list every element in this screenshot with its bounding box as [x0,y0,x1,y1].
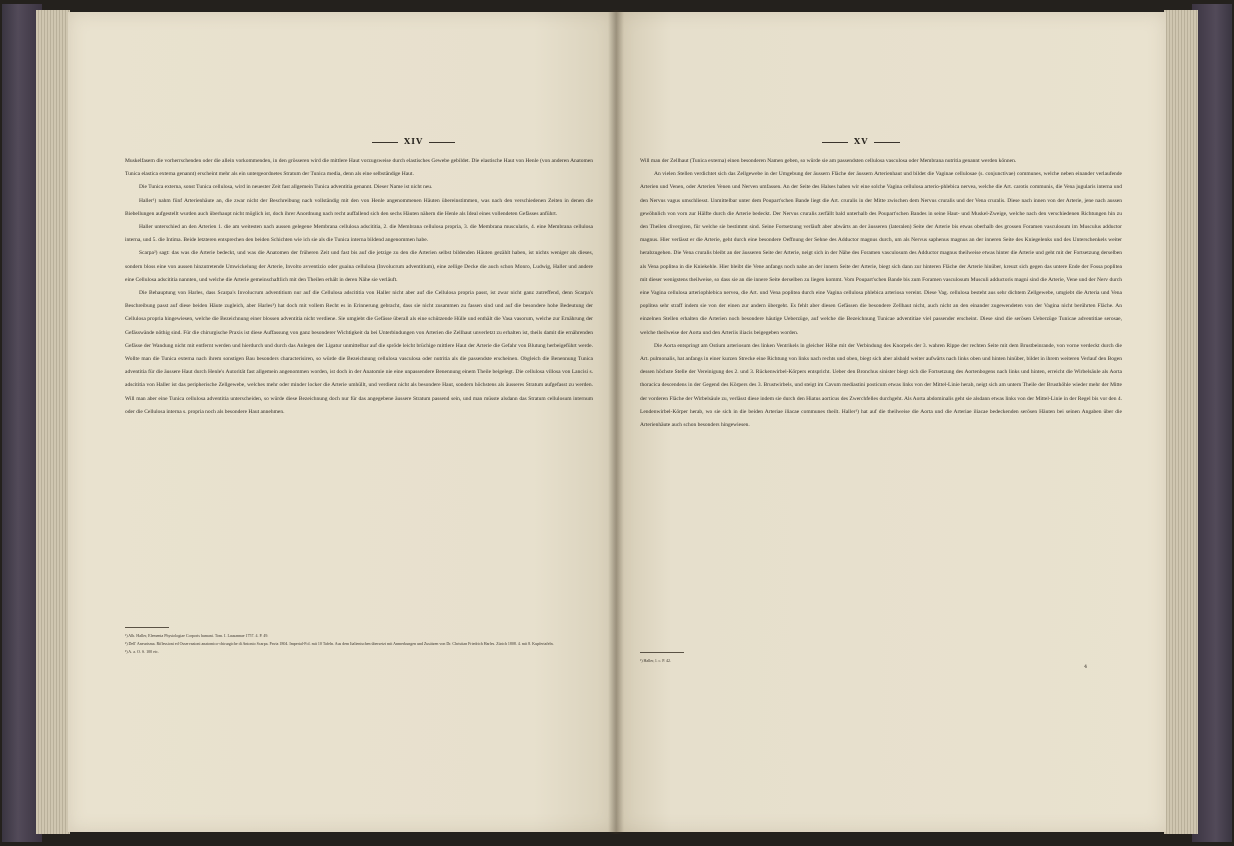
paragraph: Die Aorta entspringt am Ostium arteriosum des linken Ventrikels in gleicher Höhe mit der Verbindung des Knorpels der 3. wahren Rippe der rechten Seite mit dem Brustbeinrande, von vorne verdeckt durch die Art. pulmonalis, hat anfangs in einer kurzen Strecke eine Richtung von links nach rechts und oben, biegt sich aber alsbald weiter aufwärts nach links oben und hinten hinüber, bildet in ihrem weiteren Verlauf den Bogen dessen höchste Stelle der Vereinigung des 2. und 3. Rückenwirbel-Körpers entspricht. Ueber den Bronchus sinister biegt sich die Fortsetzung des Aortenbogens nach links und hinten, erreicht die Wirbelsäule als Aorta thoracica descendens in der Gegend des Körpers des 3. Brustwirbels, und steigt im Cavum mediastini posticum etwas links von der Mittel-Linie herab, neigt sich am untern Theile der Brusthöhle wieder mehr der Mitte der vorderen Fläche der Wirbelsäule zu, verlässt diese indem sie durch den Hiatus aorticus des Zwerchfelles durchgeht. Als Aorta abdominalis geht sie alsdann etwas links von der Mittel-Linie in der Regel bis vor den 4. Lendenwirbel-Körper herab, wo sie sich in die beiden Arteriae iliacae communes theilt. Haller¹) hat auf die theilweise die Aorta und die Arteriae iliacae bedeckenden serösen Häuten bei seinen Angaben über die Arterienhäute auch schon besonders hingewiesen. [640,342,1122,429]
footnote-rule [640,652,684,653]
printer-signature: 4 [1084,664,1088,670]
right-page [616,12,1166,832]
paragraph: Die Tunica externa, sonst Tunica cellulosa, wird in neuester Zeit fast allgemein Tunica adventitia genannt. Dieser Name ist nicht neu. [139,184,433,191]
paragraph: Haller¹) nahm fünf Arterienhäute an, die zwar nicht der Beschreibung nach vollständig mit den von Henle angenommenen Häuten übereinstimmen, was nach den verschiedenen Zeiten in denen die Biebellungen aufgestellt wurden auch überhaupt nicht möglich ist, doch ihrer Anordnung nach recht auffallend sich den sechs Häuten nähern die Henle als Ideal eines vollendeten Gefässes anführt. [125,197,593,217]
left-footnotes [125,632,593,656]
right-page-body [640,155,1122,432]
left-page-edges [36,10,70,834]
footnote: ¹) Alb. Haller, Elementa Physiologiae Corporis humani. Tom. I. Lausannae 1757. 4. P. 49. [125,633,269,638]
footnote: ³) A. a. O. S. 100 etc. [125,649,159,654]
paragraph: Die Behauptung von Harles, dass Scarpa's Involucrum adventitium nur auf die Cellulosa adscititia von Haller nicht aber auf die Cellulosa propria passt, ist zwar nicht ganz zutreffend, denn Scarpa's Beschreibung passt auf diese beiden Häute zugleich, aber Harles³) hat doch mit vollem Recht es in Erinnerung gebracht, dass sie nicht zusammen zu fassen sind und auf die besondere hohe Bedeutung der Cellulosa propria hingewiesen, welche die Bezeichnung einer blossen adventitia nicht verdiene. Sie umgiebt die Gefässe überall als eine schützende Hülle und enthält die Vasa vasorum, welche zur Ernährung der Gefässwände nöthig sind. Für die chirurgische Praxis ist diese Auffassung von ganz besonderer Wichtigkeit da bei Unterbindungen von Arterien die Zellhaut unverletzt zu erhalten ist, theils damit die ernährenden Gefässe der Wandung nicht mit entfernt werden und hierdurch und durch das Anlegen der Ligatur unmittelbar auf die spröde leicht brüchige mittlere Haut der Arterie die Gefahr von Blutung herbeigeführt werde. Wollte man die Tunica externa nach ihrem sonstigen Bau besonders characterisiren, so würde die Bezeichnung cellulosa vasculosa oder nutritia als die passendste erscheinen. Obgleich die Benennung Tunica adventitia für die äussere Haut durch Henle's Autorität fast allgemein angenommen worden, ist doch in der Anatomie nie eine unpassendere Benennung einem Theile beigelegt. Die cellulosa villosa von Lancisi s. adscititia von Haller ist das peripherische Zellgewebe, welches mehr oder minder locker die Arterie umhüllt, und verdient nicht als besondere Haut, sondern höchstens als äusseres Stratum aufgefasst zu werden. Will man aber eine Tunica cellulosa adventitia unterscheiden, so würde diese Bezeichnung doch nur für das angegebene äussere Stratum passend sein, und man müsste alsdann das Stratum cellulosum internum oder die Cellulosa interna s. propria noch als besondere Haut annehmen. [125,290,593,415]
right-cover-board [1192,4,1232,842]
page-number: XIV [366,136,461,146]
paragraph: Haller unterschied an den Arterien 1. die am weitesten nach aussen gelegene Membrana cellulosa adscititia, 2. die Membrana cellulosa propria, 3. die Membrana muscularis, 4. eine Membrana cellulosa interna, und 5. die Intima. Beide letzteren entsprechen den beiden Schichten wie ich sie als die Tunica interna bildend angenommen habe. [125,224,593,244]
left-page-body [125,155,593,419]
paragraph: Muskelfasern die vorherrschenden oder die allein vorkommenden, in den grösseren wird die mittlere Haut vorzugsweise durch elastisches Gewebe gebildet. Die elastische Haut von Henle (von anderen Anatomen Tunica elastica externa genannt) erscheint mehr als ein untergeordnetes Stratum der Tunica media, denn als eine selbständige Haut. [125,158,593,178]
footnote: ²) Dell' Aneurisma. Riflessioni ed Osservazioni anatomico-chirurgiche di Antonio Scarpa. Pavia 1804. Imperial-Fol. mit 10 Tafeln. Aus dem Italienischen übersetzt mit Anmerkungen und Zusätzen von Dr. Christian Friedrich Harles. Zürich 1808. 4. mit 8. Kupfertafeln. [125,641,554,646]
page-number: XV [816,136,906,146]
paragraph: Scarpa²) sagt: das was die Arterie bedeckt, und was die Anatomen der früheren Zeit und fast bis auf die jetzige zu den die Arterien selbst bildenden Häuten gezählt haben, ist nichts weniger als dieses, sondern bloss eine von aussen hinzutretende Umwickelung der Arterie, Involto avventizio oder guaina cellulosa (Involucrum adventitium), eine zellige Decke die auch schon Monro, Ludwig, Haller und andere eine Cellulosa adscititia nannten, und welche die Arterie gemeinschaftlich mit den Theilen erhält in deren Nähe sie verläuft. [125,250,593,283]
paragraph: Will man der Zellhaut (Tunica externa) einen besonderen Namen geben, so würde sie am passendsten cellulosa vasculosa oder Membrana nutritia genannt werden können. [640,158,1017,164]
footnote: ¹) Haller, l. c. P. 42. [640,658,672,663]
right-footnotes [640,657,940,665]
right-page-edges [1164,10,1198,834]
book-gutter [608,10,624,834]
left-page [68,12,616,832]
footnote-rule [125,627,169,628]
paragraph: An vielen Stellen verdichtet sich das Zellgewebe in der Umgebung der äussern Fläche der äussern Arterienhaut und bildet die Vaginae cellulosae (s. conjunctivae) communes, welche neben einander verlaufende Arterien und Venen, oder Arterien Venen und Nerven umfassen. An der Seite des Halses haben wir eine solche Vagina cellulosa arterio-phlebica nervea, welche die Art. carotis communis, die Vena jugularis interna und den Nervus vagus umschliesst. Unmittelbar unter dem Poupart'schen Bande liegt die Art. cruralis in der Mitte zwischen dem Nervus cruralis und der Vena cruralis. Diese nach innen von der Arterie, jene nach aussen gewöhnlich von vorn zur Hälfte durch die Arterie bedeckt. Der Nervus cruralis zerfällt bald unterhalb des Poupart'schen Bandes in seine Haut- und Muskel-Zweige, welche nach den verschiedenen Richtungen hin zu den Theilen divergiren, für welche sie bestimmt sind. Seine Fortsetzung verläuft aber abwärts an der äusseren (lateralen) Seite der Arterie bis etwas oberhalb des grossen Foramen vasculosum im Musculus adductor magnus. Hier verlässt er die Arterie, geht durch eine besondere Oeffnung der Sehne des Adductor magnus durch, um als Nervus saphenus magnus an der inneren Seite des Kniegelenks und des Unterschenkels weiter herabzugehen. Die Vena cruralis bleibt an der äusseren Seite der Arterie, neigt sich in der Nähe des Foramen vasculosum des Adductor magnus theilweise etwas hinter die Arterie und geht mit der Fortsetzung derselben als Vena poplitea in die Kniekehle. Hier bleibt die Vene anfangs noch nahe an der innern Seite der Arterie, biegt sich dann zur hinteren Fläche der Arterie hinüber, kreuzt sich gegen das untere Ende der Fossa poplitea mit dieser wenigstens theilweise, so dass sie an die innere Seite derselben zu liegen kommt. Vom Poupart'schen Bande bis zum Foramen vasculosum Musculi adductoris magni sind die Arterie, Vene und der Nerv durch eine Vagina cellulosa arteriophlebica nervea, die Art. und Vena poplitea durch eine Vagina cellulosa phlebica arteriosa vereint. Diese Vag. cellulosa besteht aus sehr dichtem Zellgewebe, umgiebt die Arteria und Vena poplitea sehr straff indem sie von der einen zur andern übergeht. Es fehlt aber diesen Gefässen die besondere Zellhaut nicht, auch nicht an den einander zugewendeten von der Vagina nicht berührten Fläche. An einzelnen Stellen erhalten die Arterien noch besondere häutige Ueberzüge, auf welche die Bezeichnung Tunicae adventitiae viel passender erscheint. Diese sind die serösen Ueberzüge Tunicae adventitiae serosae, welche theilweise der Aorta und den Arteriis iliacis beigegeben worden. [640,171,1122,336]
